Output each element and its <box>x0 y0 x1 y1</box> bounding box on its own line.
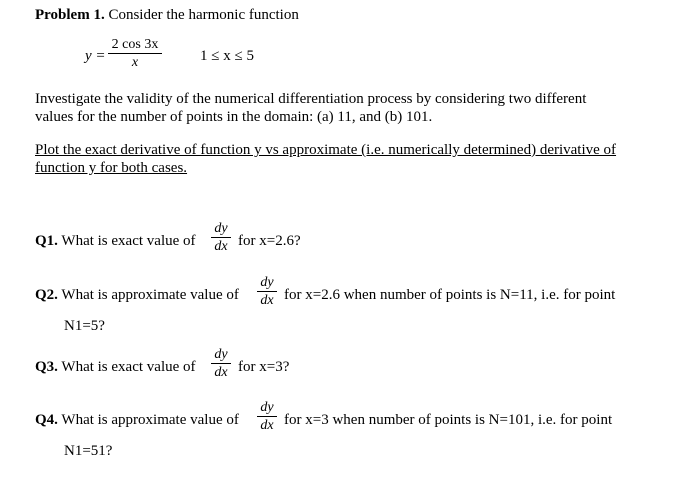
question-1 <box>35 232 196 250</box>
question-3 <box>35 358 196 376</box>
derivative-denominator: dx <box>260 293 274 308</box>
question-text: What is approximate value of <box>61 287 239 303</box>
question-2-continuation: N1=5? <box>64 318 105 334</box>
question-text: What is exact value of <box>61 233 196 249</box>
question-label: Q4. <box>35 412 58 428</box>
question-4-tail: for x=3 when number of points is N=101, i.e. for point <box>284 412 613 428</box>
plot-line-1: Plot the exact derivative of function y vs approximate (i.e. numerically determined) derivative of <box>35 142 617 158</box>
derivative-denominator: dx <box>214 365 228 380</box>
question-label: Q3. <box>35 359 58 375</box>
derivative-fraction <box>257 275 277 308</box>
investigate-line-2: values for the number of points in the domain: (a) 11, and (b) 101. <box>35 109 433 125</box>
question-4 <box>35 411 239 429</box>
problem-heading <box>35 6 299 24</box>
fraction-bar <box>108 53 162 54</box>
function-lhs: y = <box>85 48 106 64</box>
fraction-bar <box>211 237 231 238</box>
derivative-numerator: dy <box>260 275 274 290</box>
investigate-line-1: Investigate the validity of the numerical differentiation process by considering two different <box>35 91 587 107</box>
question-text: What is exact value of <box>61 359 196 375</box>
function-fraction <box>108 37 162 70</box>
derivative-fraction <box>257 400 277 433</box>
function-denominator: x <box>131 55 139 70</box>
problem-intro: Consider the harmonic function <box>108 7 299 23</box>
derivative-numerator: dy <box>214 347 228 362</box>
question-1-tail: for x=2.6? <box>238 233 301 249</box>
question-label: Q2. <box>35 287 58 303</box>
fraction-bar <box>211 363 231 364</box>
derivative-fraction <box>211 347 231 380</box>
question-2-tail: for x=2.6 when number of points is N=11, i.e. for point <box>284 287 616 303</box>
question-2 <box>35 286 239 304</box>
question-text: What is approximate value of <box>61 412 239 428</box>
plot-line-2: function y for both cases. <box>35 160 188 176</box>
question-4-continuation: N1=51? <box>64 443 113 459</box>
derivative-fraction <box>211 221 231 254</box>
derivative-denominator: dx <box>214 239 228 254</box>
function-numerator: 2 cos 3x <box>111 37 159 52</box>
question-3-tail: for x=3? <box>238 359 290 375</box>
derivative-denominator: dx <box>260 418 274 433</box>
fraction-bar <box>257 416 277 417</box>
question-label: Q1. <box>35 233 58 249</box>
derivative-numerator: dy <box>260 400 274 415</box>
function-domain: 1 ≤ x ≤ 5 <box>200 48 254 64</box>
derivative-numerator: dy <box>214 221 228 236</box>
fraction-bar <box>257 291 277 292</box>
problem-label: Problem 1. <box>35 7 105 23</box>
